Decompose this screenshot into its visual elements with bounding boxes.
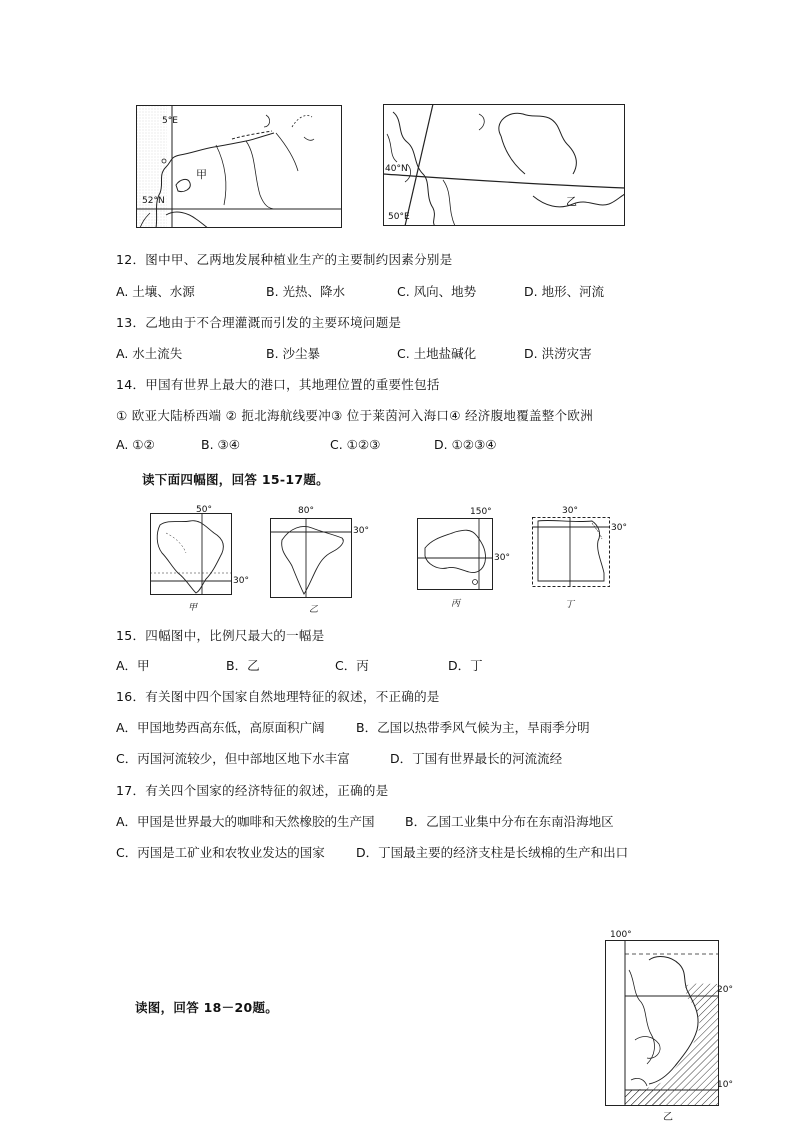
map-yi-lon: 80°	[298, 506, 314, 516]
q15-option-c: C．丙	[335, 658, 369, 673]
q13-option-d: D. 洪涝灾害	[524, 346, 592, 361]
question-14-statements: ① 欧亚大陆桥西端 ② 扼北海航线要冲③ 位于莱茵河入海口④ 经济腹地覆盖整个欧洲	[116, 408, 593, 423]
map-jia-brazil	[150, 513, 232, 595]
map-vietnam-lon: 100°	[610, 930, 632, 940]
q14-option-c: C. ①②③	[330, 437, 381, 452]
q12-option-b: B. 光热、降水	[266, 284, 346, 299]
map-bing-lon: 150°	[470, 507, 492, 517]
q15-option-a: A．甲	[116, 658, 150, 673]
map-ding-egypt	[532, 517, 610, 587]
q15-option-b: B．乙	[226, 658, 260, 673]
map-bing-caption: 丙	[451, 599, 461, 609]
map-yi-india	[270, 518, 352, 598]
q14-option-b: B. ③④	[201, 437, 240, 452]
map-jia-lat: 30°	[233, 576, 249, 586]
q14-option-a: A. ①②	[116, 437, 155, 452]
map-right-lon-label: 50°E	[388, 212, 410, 222]
section-intro-15-17: 读下面四幅图，回答 15-17题。	[142, 472, 329, 487]
q16-option-b: B．乙国以热带季风气候为主，旱雨季分明	[356, 720, 590, 735]
map-jia-caption: 甲	[188, 603, 198, 613]
q17-option-b: B．乙国工业集中分布在东南沿海地区	[405, 814, 614, 829]
map-ding-lat: 30°	[611, 523, 627, 533]
question-16-stem: 16．有关图中四个国家自然地理特征的叙述，不正确的是	[116, 689, 440, 704]
q12-option-a: A. 土壤、水源	[116, 284, 195, 299]
question-17-stem: 17．有关四个国家的经济特征的叙述，正确的是	[116, 783, 389, 798]
map-left-lon-label: 5°E	[162, 116, 178, 126]
q16-option-d: D．丁国有世界最长的河流流经	[390, 751, 563, 766]
question-15-stem: 15．四幅图中，比例尺最大的一幅是	[116, 628, 325, 643]
q12-option-d: D. 地形、河流	[524, 284, 605, 299]
question-13-stem: 13．乙地由于不合理灌溉而引发的主要环境问题是	[116, 315, 402, 330]
map-bing-australia	[417, 518, 493, 590]
question-14-stem: 14．甲国有世界上最大的港口，其地理位置的重要性包括	[116, 377, 440, 392]
map-bing-lat: 30°	[494, 553, 510, 563]
map-vietnam	[605, 940, 719, 1106]
map-vietnam-caption: 乙	[663, 1112, 673, 1123]
map-yi-lat: 30°	[353, 526, 369, 536]
map-right-lat-label: 40°N	[385, 164, 408, 174]
q13-option-b: B. 沙尘暴	[266, 346, 321, 361]
map-vietnam-lat-top: 20°	[717, 985, 733, 995]
map-ding-caption: 丁	[565, 600, 575, 610]
q12-option-c: C. 风向、地势	[397, 284, 477, 299]
map-ding-lon: 30°	[562, 506, 578, 516]
map-left-lat-label: 52°N	[142, 196, 165, 206]
map-right-region-label: 乙	[566, 195, 577, 208]
section-intro-18-20: 读图，回答 18－20题。	[135, 1000, 279, 1015]
map-jia-lon: 50°	[196, 505, 212, 515]
map-vietnam-lat-bottom: 10°	[717, 1080, 733, 1090]
q14-option-d: D. ①②③④	[434, 437, 497, 452]
q16-option-a: A．甲国地势西高东低，高原面积广阔	[116, 720, 325, 735]
map-left-region-label: 甲	[196, 168, 207, 181]
q13-option-c: C. 土地盐碱化	[397, 346, 477, 361]
q13-option-a: A. 水土流失	[116, 346, 183, 361]
q17-option-d: D．丁国最主要的经济支柱是长绒棉的生产和出口	[356, 845, 629, 860]
q15-option-d: D．丁	[448, 658, 483, 673]
q16-option-c: C．丙国河流较少，但中部地区地下水丰富	[116, 751, 350, 766]
q17-option-a: A．甲国是世界最大的咖啡和天然橡胶的生产国	[116, 814, 375, 829]
q17-option-c: C．丙国是工矿业和农牧业发达的国家	[116, 845, 325, 860]
map-yi-caption: 乙	[309, 605, 319, 615]
question-12-stem: 12．图中甲、乙两地发展种植业生产的主要制约因素分别是	[116, 252, 453, 267]
map-aral-sea	[383, 104, 625, 226]
